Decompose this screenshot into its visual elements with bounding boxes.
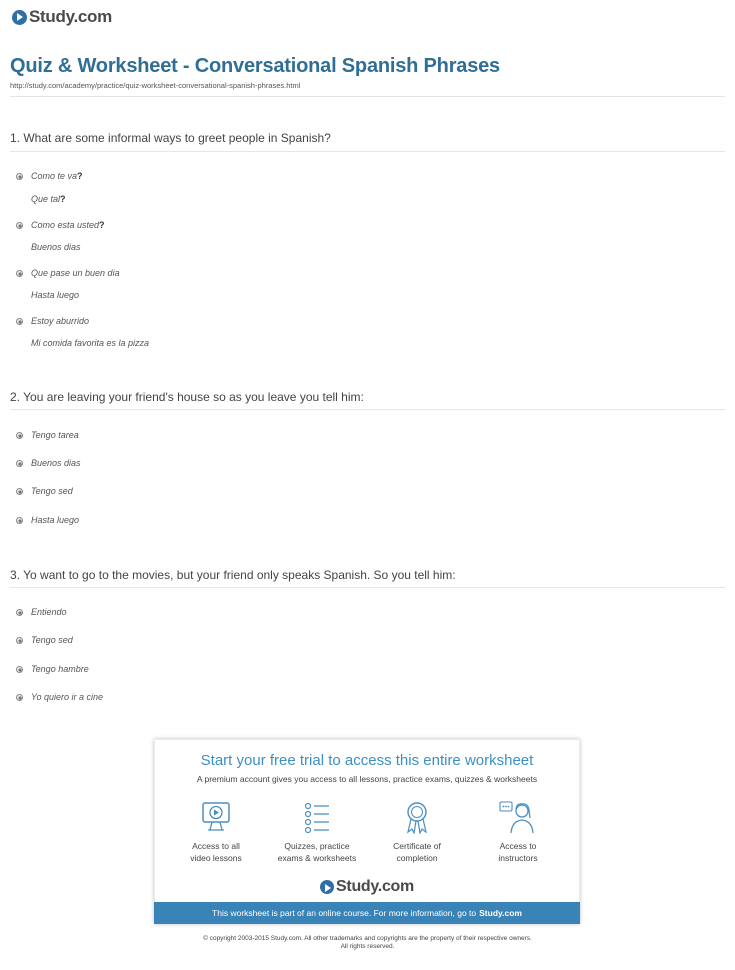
option-label: Tengo sed	[31, 486, 73, 496]
radio-icon[interactable]	[16, 609, 23, 616]
feature-quizzes	[272, 800, 362, 864]
answer-option-2d[interactable]	[16, 515, 79, 525]
divider	[10, 587, 725, 588]
promo-title[interactable]: Start your free trial to access this entire worksheet	[200, 752, 534, 769]
option-label: Entiendo	[31, 607, 67, 617]
page-title: Quiz & Worksheet - Conversational Spanish Phrases	[10, 55, 500, 77]
option-mark: ?	[77, 171, 83, 181]
answer-option-2b[interactable]	[16, 458, 81, 468]
promo-bar-text: This worksheet is part of an online course. For more information, go to	[212, 908, 477, 918]
feature-certificate	[372, 800, 462, 864]
option-mark: ?	[60, 194, 66, 204]
free-trial-promo[interactable]	[154, 739, 580, 924]
copyright-line: All rights reserved.	[340, 943, 395, 950]
video-lesson-icon	[200, 800, 232, 834]
promo-subtitle: A premium account gives you access to all lessons, practice exams, quizzes & worksheets	[196, 774, 538, 784]
radio-icon[interactable]	[16, 173, 23, 180]
instructor-icon	[498, 800, 538, 834]
play-logo-icon	[320, 880, 334, 894]
answer-option-1d-line2: Mi comida favorita es la pizza	[31, 338, 150, 348]
answer-option-1b[interactable]	[16, 220, 105, 230]
answer-option-2c[interactable]	[16, 486, 73, 496]
radio-icon[interactable]	[16, 222, 23, 229]
divider	[10, 409, 725, 410]
radio-icon[interactable]	[16, 432, 23, 439]
answer-option-1b-line2: Buenos dias	[31, 242, 81, 252]
promo-logo[interactable]	[155, 878, 579, 896]
feature-instructors	[473, 800, 563, 864]
feature-video-lessons	[171, 800, 261, 864]
option-label: Estoy aburrido	[31, 316, 90, 326]
play-logo-icon	[12, 10, 27, 25]
answer-option-2a[interactable]	[16, 430, 79, 440]
feature-label: Quizzes, practice exams & worksheets	[277, 841, 357, 863]
option-label: Como esta usted	[31, 220, 100, 230]
question-1: 1. What are some informal ways to greet people in Spanish?	[10, 131, 331, 145]
radio-icon[interactable]	[16, 488, 23, 495]
option-label: Que tal	[31, 194, 61, 204]
answer-option-3b[interactable]	[16, 635, 73, 645]
question-2: 2. You are leaving your friend's house so as you leave you tell him:	[10, 390, 364, 404]
feature-label: Certificate of completion	[393, 841, 441, 863]
radio-icon[interactable]	[16, 318, 23, 325]
radio-icon[interactable]	[16, 270, 23, 277]
logo-text: Study.com	[29, 7, 112, 26]
promo-bar-link[interactable]: Study.com	[479, 908, 522, 918]
option-label: Hasta luego	[31, 515, 80, 525]
page-url[interactable]: http://study.com/academy/practice/quiz-worksheet-conversational-spanish-phrases.html	[10, 81, 301, 90]
answer-option-1c[interactable]	[16, 268, 120, 278]
radio-icon[interactable]	[16, 666, 23, 673]
answer-option-1a[interactable]	[16, 171, 83, 181]
option-mark: ?	[99, 220, 105, 230]
copyright-line: © copyright 2003-2015 Study.com. All other trademarks and copyrights are the property of their respective owners.	[203, 935, 532, 942]
answer-option-3c[interactable]	[16, 664, 89, 674]
answer-option-1d[interactable]	[16, 316, 89, 326]
option-label: Yo quiero ir a cine	[31, 692, 104, 702]
feature-label: Access to instructors	[498, 841, 538, 863]
option-label: Tengo sed	[31, 635, 73, 645]
logo-text: Study.com	[336, 878, 414, 895]
question-3: 3. Yo want to go to the movies, but your friend only speaks Spanish. So you tell him:	[10, 568, 456, 582]
answer-option-1a-line2	[31, 194, 66, 204]
study-logo[interactable]	[12, 7, 112, 27]
promo-info-bar	[154, 902, 580, 924]
radio-icon[interactable]	[16, 694, 23, 701]
option-label: Tengo tarea	[31, 430, 79, 440]
divider	[10, 96, 725, 97]
feature-label: Access to all video lessons	[190, 841, 242, 863]
copyright-footer	[0, 935, 735, 951]
answer-option-3a[interactable]	[16, 607, 67, 617]
radio-icon[interactable]	[16, 460, 23, 467]
radio-icon[interactable]	[16, 517, 23, 524]
option-label: Que pase un buen dia	[31, 268, 120, 278]
option-label: Tengo hambre	[31, 664, 89, 674]
answer-option-3d[interactable]	[16, 692, 103, 702]
option-label: Como te va	[31, 171, 78, 181]
answer-option-1c-line2: Hasta luego	[31, 290, 80, 300]
option-label: Buenos dias	[31, 458, 81, 468]
quiz-list-icon	[301, 800, 333, 834]
divider	[10, 151, 725, 152]
radio-icon[interactable]	[16, 637, 23, 644]
certificate-icon	[401, 800, 433, 834]
